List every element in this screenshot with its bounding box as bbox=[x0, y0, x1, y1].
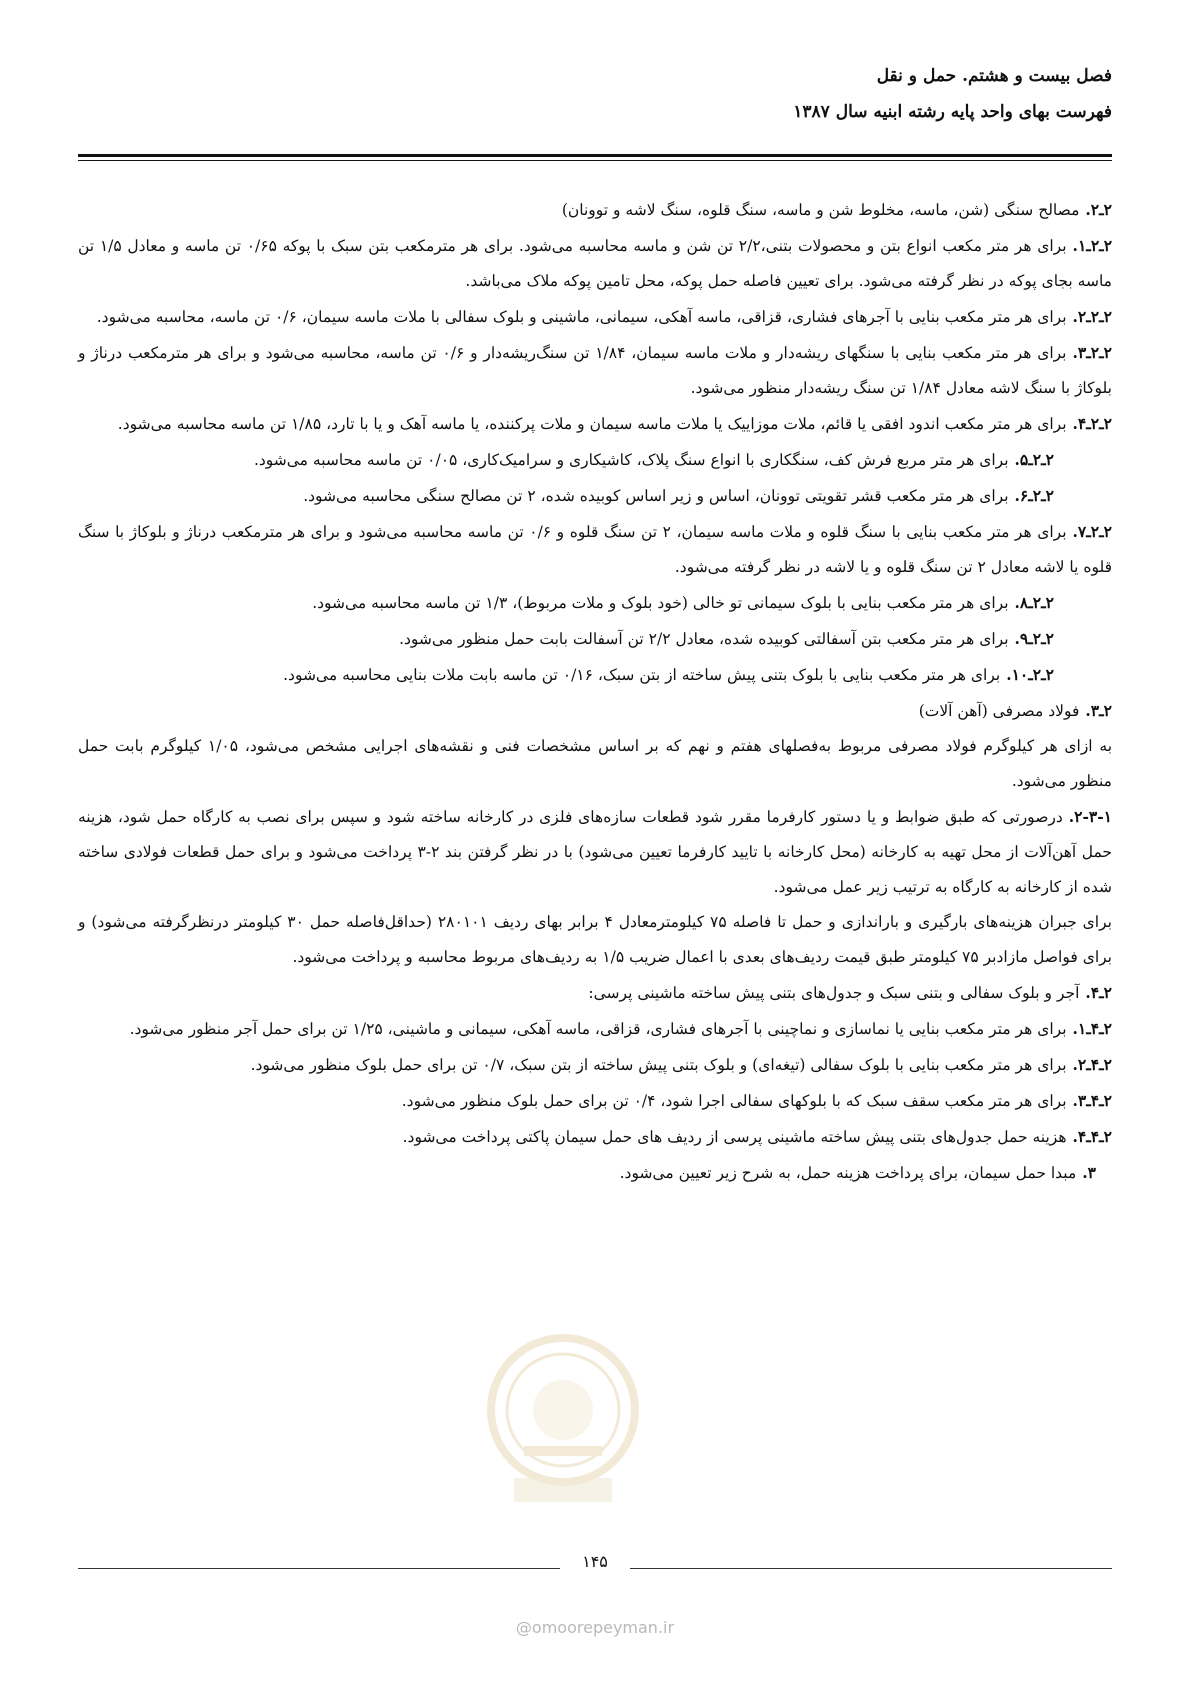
clause-text: برای هر متر مکعب انواع بتن و محصولات بتنی،۲/۲ تن شن و ماسه محاسبه می‌شود. برای هر مترمکعب بتن سبک با پوکه ۰/۶۵ تن ماسه و معادل ۱/۵ تن ماسه بجای پوکه در نظر گرفته می‌شود. برای تعیین فاصله حمل پوکه، محل تامین پوکه ملاک می‌باشد. bbox=[78, 237, 1112, 290]
clause-text: برای هر متر مکعب بنایی یا نماسازی و نماچینی با آجرهای فشاری، قزاقی، ماسه آهکی، سیمانی و ماشینی، ۱/۲۵ تن برای حمل آجر منظور می‌شود. bbox=[129, 1020, 1067, 1038]
header-rule-thin bbox=[78, 160, 1112, 161]
paragraph-2-2-10 bbox=[78, 657, 1112, 693]
clause-number: ۲ـ۲ـ۱. bbox=[1072, 236, 1113, 255]
document-page bbox=[78, 0, 1112, 1684]
paragraph-2-2-2 bbox=[78, 299, 1112, 335]
paragraph-2-4 bbox=[78, 975, 1112, 1011]
chapter-title: فصل بیست و هشتم. حمل و نقل bbox=[876, 66, 1112, 86]
clause-text: برای هر متر مکعب بنایی با سنگ قلوه و ملات ماسه سیمان، ۲ تن سنگ قلوه و ۰/۶ تن ماسه محاسبه می‌شود و برای هر مترمکعب درناژ و بلوکاژ با سنگ قلوه یا لاشه معادل ۲ تن سنگ قلوه و یا لاشه در نظر گرفته می‌شود. bbox=[78, 523, 1112, 576]
paragraph-2-4-3 bbox=[78, 1083, 1112, 1119]
clause-number: ۲ـ۲ـ۸. bbox=[1014, 593, 1054, 612]
clause-number: ۲ـ۲ـ۴. bbox=[1072, 414, 1112, 433]
clause-text: مصالح سنگی (شن، ماسه، مخلوط شن و ماسه، سنگ قلوه، سنگ لاشه و توونان) bbox=[561, 201, 1080, 219]
body-text bbox=[78, 192, 1112, 1191]
page-number: ۱۴۵ bbox=[560, 1552, 630, 1571]
clause-number: ۲ـ۴. bbox=[1085, 983, 1112, 1002]
clause-number: ۲ـ۳. bbox=[1085, 701, 1112, 720]
clause-text: هزینه حمل جدول‌های بتنی پیش ساخته ماشینی پرسی از ردیف های حمل سیمان پاکتی پرداخت می‌شود. bbox=[402, 1128, 1067, 1146]
clause-number: ۲ـ۲ـ۲. bbox=[1072, 307, 1112, 326]
paragraph-2-3-1 bbox=[78, 799, 1112, 905]
clause-number: ۲ـ۲ـ۵. bbox=[1014, 450, 1054, 469]
clause-text: برای هر متر مکعب اندود افقی یا قائم، ملات موزاییک یا ملات ماسه سیمان و ملات پرکننده، یا ماسه آهک و یا با تارد، ۱/۸۵ تن ماسه محاسبه می‌شود. bbox=[117, 415, 1067, 433]
clause-text: برای هر متر مربع فرش کف، سنگکاری با انواع سنگ پلاک، کاشیکاری و سرامیک‌کاری، ۰/۰۵ تن ماسه محاسبه می‌شود. bbox=[253, 451, 1009, 469]
clause-number: ۲ـ۲ـ۳. bbox=[1072, 343, 1112, 362]
clause-number: ۳. bbox=[1082, 1163, 1096, 1182]
clause-text: برای هر متر مکعب بنایی با بلوک سفالی (تیغه‌ای) و بلوک بتنی پیش ساخته از بتن سبک، ۰/۷ تن برای حمل بلوک منظور می‌شود. bbox=[250, 1056, 1067, 1074]
clause-text: فولاد مصرفی (آهن آلات) bbox=[918, 702, 1080, 720]
paragraph-3 bbox=[78, 1155, 1112, 1191]
clause-number: ۲ـ۴ـ۴. bbox=[1072, 1127, 1112, 1146]
paragraph-2-2-7 bbox=[78, 514, 1112, 585]
paragraph-2-4-2 bbox=[78, 1047, 1112, 1083]
clause-text: برای هر متر مکعب بنایی با بلوک سیمانی تو خالی (خود بلوک و ملات مربوط)، ۱/۳ تن ماسه محاسبه می‌شود. bbox=[312, 594, 1009, 612]
clause-text: برای هر متر مکعب سقف سبک که با بلوکهای سفالی اجرا شود، ۰/۴ تن برای حمل بلوک منظور می‌شود. bbox=[401, 1092, 1067, 1110]
clause-number: ۲ـ۲ـ۱۰. bbox=[1006, 665, 1054, 684]
clause-text: مبدا حمل سیمان، برای پرداخت هزینه حمل، به شرح زیر تعیین می‌شود. bbox=[619, 1164, 1077, 1182]
paragraph-2-3-1-body bbox=[78, 905, 1112, 975]
clause-text: برای هر متر مکعب بنایی با بلوک بتنی پیش ساخته از بتن سبک، ۰/۱۶ تن ماسه بابت ملات بنایی محاسبه می‌شود. bbox=[283, 666, 1001, 684]
paragraph-2-3-body bbox=[78, 729, 1112, 799]
clause-number: ۲ـ۲ـ۹. bbox=[1014, 629, 1054, 648]
paragraph-2-4-4 bbox=[78, 1119, 1112, 1155]
page-header bbox=[78, 58, 1112, 130]
site-watermark: @omoorepeyman.ir bbox=[515, 1618, 675, 1637]
clause-text: درصورتی که طبق ضوابط و یا دستور کارفرما مقرر شود قطعات سازه‌های فلزی در کارخانه ساخته شود و سپس برای نصب به کارگاه حمل شود، هزینه حمل آهن‌آلات از محل تهیه به کارخانه (محل کارخانه با تایید کارفرما تعیین می‌شود) با در نظر گرفتن بند ۲-۳ پرداخت می‌شود و برای حمل قطعات فولادی ساخته شده از کارخانه به کارگاه به ترتیب زیر عمل می‌شود. bbox=[78, 808, 1112, 896]
paragraph-2-2-8 bbox=[78, 585, 1112, 621]
clause-text: برای هر متر مکعب بنایی با سنگهای ریشه‌دار و ملات ماسه سیمان، ۱/۸۴ تن سنگ‌ریشه‌دار و ۰/۶ تن ماسه، محاسبه می‌شود و برای هر مترمکعب درناژ و بلوکاژ با سنگ لاشه معادل ۱/۸۴ تن سنگ ریشه‌دار منظور می‌شود. bbox=[78, 344, 1112, 397]
paragraph-2-4-1 bbox=[78, 1011, 1112, 1047]
paragraph-2-2 bbox=[78, 192, 1112, 228]
paragraph-2-2-4 bbox=[78, 406, 1112, 442]
paragraph-2-2-6 bbox=[78, 478, 1112, 514]
clause-text: برای جبران هزینه‌های بارگیری و باراندازی و حمل تا فاصله ۷۵ کیلومترمعادل ۴ برابر بهای ردیف ۲۸۰۱۰۱ (حداقل‌فاصله حمل ۳۰ کیلومتر درنظرگرفته می‌شود) و برای فواصل مازادبر ۷۵ کیلومتر طبق قیمت ردیف‌های بعدی با اعمال ضریب ۱/۵ به ردیف‌های مربوط محاسبه و پرداخت می‌شود. bbox=[78, 913, 1112, 966]
clause-number: ۲ـ۲. bbox=[1085, 200, 1112, 219]
clause-number: ۲ـ۲ـ۶. bbox=[1014, 486, 1054, 505]
paragraph-2-2-3 bbox=[78, 335, 1112, 406]
clause-number: ۲-۳-۱. bbox=[1068, 807, 1112, 826]
clause-number: ۲ـ۴ـ۲. bbox=[1072, 1055, 1112, 1074]
clause-number: ۲ـ۴ـ۱. bbox=[1072, 1019, 1112, 1038]
clause-number: ۲ـ۴ـ۳. bbox=[1072, 1091, 1112, 1110]
document-subtitle: فهرست بهای واحد پایه رشته ابنیه سال ۱۳۸۷ bbox=[793, 102, 1112, 122]
clause-text: برای هر متر مکعب بنایی با آجرهای فشاری، قزاقی، ماسه آهکی، سیمانی، ماشینی و بلوک سفالی با ملات ماسه سیمان، ۰/۶ تن ماسه، محاسبه می‌شود. bbox=[96, 308, 1067, 326]
clause-text: برای هر متر مکعب قشر تقویتی توونان، اساس و زیر اساس کوبیده شده، ۲ تن مصالح سنگی محاسبه می‌شود. bbox=[303, 487, 1009, 505]
paragraph-2-2-1 bbox=[78, 228, 1112, 299]
clause-text: برای هر متر مکعب بتن آسفالتی کوبیده شده، معادل ۲/۲ تن آسفالت بابت حمل منظور می‌شود. bbox=[399, 630, 1009, 648]
header-rule-thick bbox=[78, 154, 1112, 157]
clause-text: آجر و بلوک سفالی و بتنی سبک و جدول‌های بتنی پیش ساخته ماشینی پرسی: bbox=[588, 984, 1080, 1002]
clause-text: به ازای هر کیلوگرم فولاد مصرفی مربوط به‌فصلهای هفتم و نهم که بر اساس مشخصات فنی و نقشه‌های اجرایی مشخص می‌شود، ۱/۰۵ کیلوگرم بابت حمل منظور می‌شود. bbox=[78, 737, 1113, 790]
paragraph-2-3 bbox=[78, 693, 1112, 729]
paragraph-2-2-5 bbox=[78, 442, 1112, 478]
paragraph-2-2-9 bbox=[78, 621, 1112, 657]
clause-number: ۲ـ۲ـ۷. bbox=[1072, 522, 1112, 541]
